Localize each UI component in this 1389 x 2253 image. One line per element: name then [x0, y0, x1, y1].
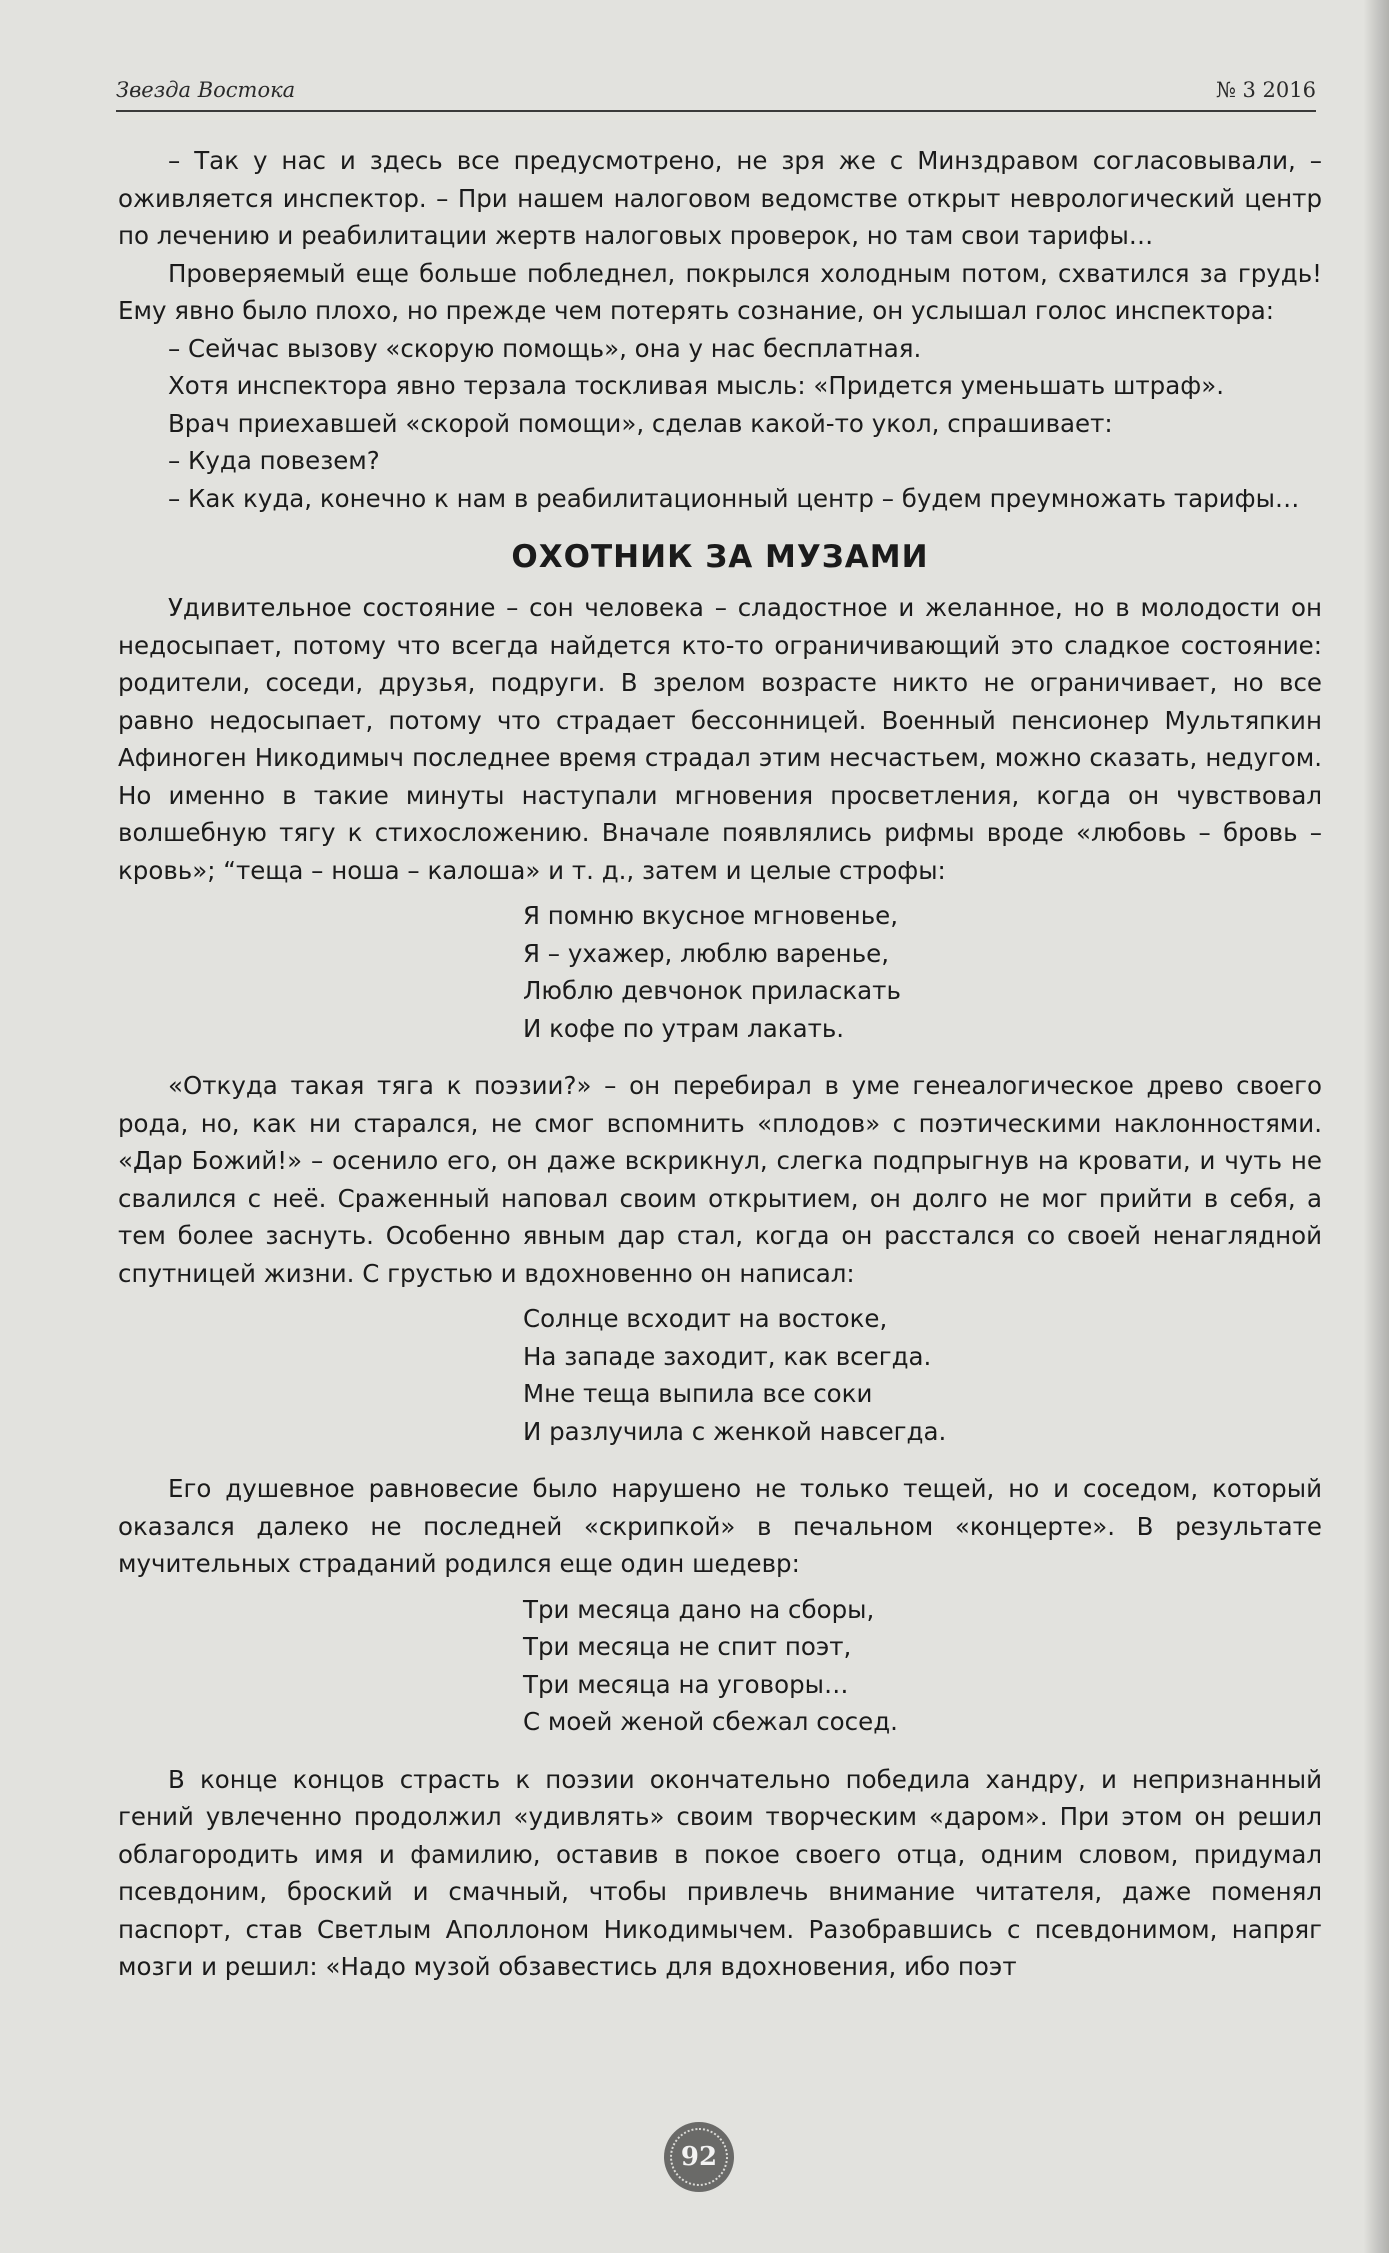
poem-line: С моей женой сбежал сосед. [523, 1707, 898, 1736]
paragraph: – Как куда, конечно к нам в реабилитационный центр – будем преумножать тарифы… [168, 483, 1300, 513]
paragraph: Хотя инспектора явно терзала тоскливая мысль: «Придется уменьшать штраф». [168, 371, 1224, 400]
poem-line: Я – ухажер, люблю варенье, [523, 938, 889, 968]
paragraph: Проверяемый еще больше побледнел, покрылся холодным потом, схватился за грудь! Ему явно было плохо, но прежде чем потерять сознание, он услышал голос инспектора: [118, 258, 1322, 325]
page-number: 92 [680, 2142, 718, 2172]
poem-stanza [523, 1300, 1322, 1450]
paragraph: Его душевное равновесие было нарушено не только тещей, но и соседом, который оказался далеко не последней «скрипкой» в печальном «концерте». В результате мучительных страданий родился еще один шедевр: [118, 1474, 1322, 1578]
poem-line: И разлучила с женкой навсегда. [523, 1416, 947, 1446]
poem-line: И кофе по утрам лакать. [523, 1013, 845, 1043]
article-body [118, 142, 1322, 1986]
page-edge-shadow [1363, 0, 1389, 2253]
poem-line: Три месяца на уговоры… [523, 1669, 849, 1699]
poem-line: Солнце всходит на востоке, [523, 1304, 888, 1333]
section-heading: ОХОТНИК ЗА МУЗАМИ [511, 539, 929, 575]
running-header [116, 72, 1316, 112]
poem-line: Три месяца дано на сборы, [523, 1594, 875, 1624]
paragraph: В конце концов страсть к поэзии окончательно победила хандру, и непризнанный гений увлеченно продолжил «удивлять» своим творческим «даром». При этом он решил облагородить имя и фамилию, оставив в покое своего отца, одним словом, придумал псевдоним, броский и смачный, чтобы привлечь внимание читателя, даже поменял паспорт, став Светлым Аполлоном Никодимычем. Разобравшись с псевдонимом, напряг мозги и решил: «Надо музой обзавестись для вдохновения, ибо поэт [118, 1764, 1322, 1981]
paragraph: – Сейчас вызову «скорую помощь», она у нас бесплатная. [168, 333, 922, 363]
paragraph: Удивительное состояние – сон человека – сладостное и желанное, но в молодости он недосыпает, потому что всегда найдется кто-то ограничивающий это сладкое состояние: родители, соседи, друзья, подруги. В зрелом возрасте никто не ограничивает, но все равно недосыпает, потому что страдает бессонницей. Военный пенсионер Мультяпкин Афиноген Никодимыч последнее время страдал этим несчастьем, можно сказать, недугом. Но именно в такие минуты наступали мгновения просветления, когда он чувствовал волшебную тягу к стихосложению. Вначале появлялись рифмы вроде «любовь – бровь – кровь»; “теща – ноша – калоша» и т. д., затем и целые строфы: [118, 593, 1322, 885]
issue-number: № 3 2016 [1215, 78, 1316, 102]
journal-title: Звезда Востока [116, 78, 296, 102]
poem-stanza [523, 897, 1322, 1047]
page-number-badge [664, 2122, 734, 2192]
poem-line: Я помню вкусное мгновенье, [523, 901, 899, 930]
header-rule [116, 110, 1316, 112]
paragraph: Врач приехавшей «скорой помощи», сделав какой-то укол, спрашивает: [168, 408, 1113, 438]
poem-line: Люблю девчонок приласкать [523, 976, 901, 1005]
poem-line: Мне теща выпила все соки [523, 1379, 873, 1408]
paragraph: – Так у нас и здесь все предусмотрено, не зря же с Минздравом согласовывали, – оживляется инспектор. – При нашем налоговом ведомстве открыт неврологический центр по лечению и реабилитации жертв налоговых проверок, но там свои тарифы… [118, 146, 1322, 250]
poem-stanza [523, 1591, 1322, 1741]
paragraph: – Куда повезем? [168, 446, 380, 475]
poem-line: На западе заходит, как всегда. [523, 1341, 932, 1371]
paragraph: «Откуда такая тяга к поэзии?» – он перебирал в уме генеалогическое древо своего рода, но, как ни старался, не смог вспомнить «плодов» с поэтическими наклонностями. «Дар Божий!» – осенило его, он даже вскрикнул, слегка подпрыгнув на кровати, и чуть не свалился с неё. Сраженный наповал своим открытием, он долго не мог прийти в себя, а тем более заснуть. Особенно явным дар стал, когда он расстался со своей ненаглядной спутницей жизни. С грустью и вдохновенно он написал: [118, 1071, 1322, 1288]
poem-line: Три месяца не спит поэт, [523, 1632, 852, 1661]
